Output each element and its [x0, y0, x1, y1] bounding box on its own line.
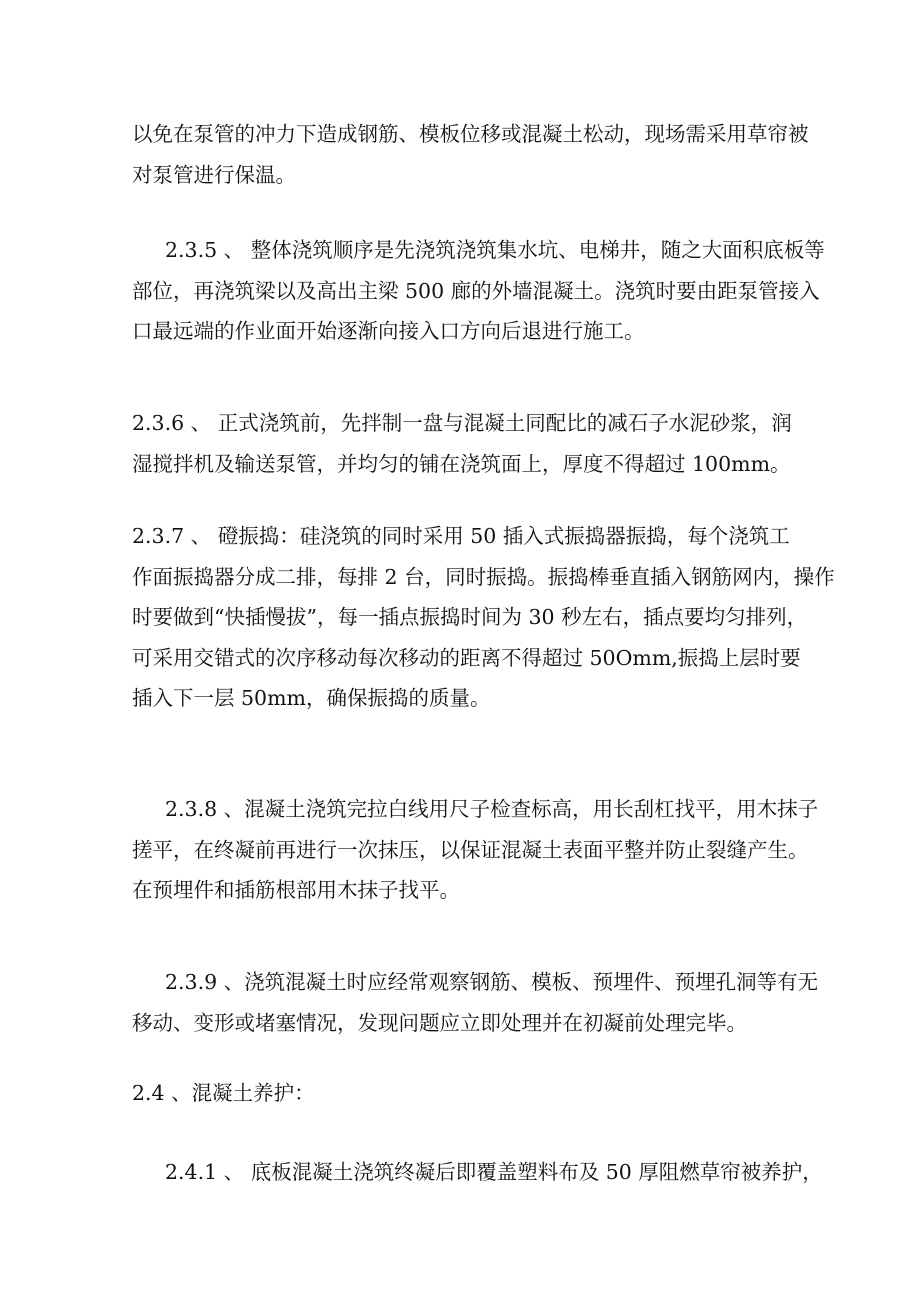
text-line: 时要做到“快插慢拔”，每一插点振捣时间为 30 秒左右，插点要均匀排列，: [132, 605, 808, 629]
text-line: 2.3.6 、 正式浇筑前，先拌制一盘与混凝土同配比的减石子水泥砂浆，润: [132, 411, 792, 435]
paragraph-2-3-7: [132, 516, 835, 719]
text-line: 2.3.5 、 整体浇筑顺序是先浇筑浇筑集水坑、电梯井，随之大面积底板等: [165, 238, 825, 262]
text-line: 在预埋件和插筋根部用木抹子找平。: [132, 878, 460, 902]
text-line: 2.3.9 、浇筑混凝土时应经常观察钢筋、模板、预埋件、预埋孔洞等有无: [165, 970, 819, 994]
text-line: 口最远端的作业面开始逐渐向接入口方向后退进行施工。: [132, 319, 645, 343]
paragraph-2-3-8: [132, 789, 819, 911]
paragraph-2-3-5: [132, 230, 825, 352]
text-line: 2.3.8 、混凝土浇筑完拉白线用尺子检查标高，用长刮杠找平，用木抹子: [165, 797, 819, 821]
text-line: 部位，再浇筑梁以及高出主梁 500 廊的外墙混凝土。浇筑时要由距泵管接入: [132, 278, 820, 303]
text-line: 插入下一层 50mm，确保振捣的质量。: [132, 686, 491, 710]
paragraph-2-4-1: [132, 1152, 823, 1193]
text-line: 搓平，在终凝前再进行一次抹压，以保证混凝土表面平整并防止裂缝产生。: [132, 837, 809, 862]
text-line: 可采用交错式的次序移动每次移动的距离不得超过 50Omm,振捣上层时要: [132, 645, 801, 670]
text-line: 2.4.1 、 底板混凝土浇筑终凝后即覆盖塑料布及 50 厚阻燃草帘被养护，: [165, 1160, 823, 1184]
paragraph-2-3-6: [132, 403, 804, 484]
text-line: 湿搅拌机及输送泵管，并均匀的铺在浇筑面上，厚度不得超过 100mm。: [132, 451, 791, 476]
paragraph-pump-pipe: [132, 114, 809, 195]
text-line: 2.4 、混凝土养护：: [132, 1081, 315, 1105]
section-heading-2-4: [132, 1073, 804, 1114]
text-line: 对泵管进行保温。: [132, 162, 296, 187]
text-line: 2.3.7 、 磴振捣：硅浇筑的同时采用 50 插入式振捣器振捣，每个浇筑工: [132, 524, 790, 548]
paragraph-2-3-9: [132, 962, 819, 1043]
text-line: 移动、变形或堵塞情况，发现问题应立即处理并在初凝前处理完毕。: [132, 1010, 747, 1035]
text-line: 以免在泵管的冲力下造成钢筋、模板位移或混凝土松动，现场需采用草帘被: [132, 122, 809, 146]
text-line: 作面振捣器分成二排，每排 2 台，同时振捣。振捣棒垂直插入钢筋网内，操作: [132, 564, 835, 589]
